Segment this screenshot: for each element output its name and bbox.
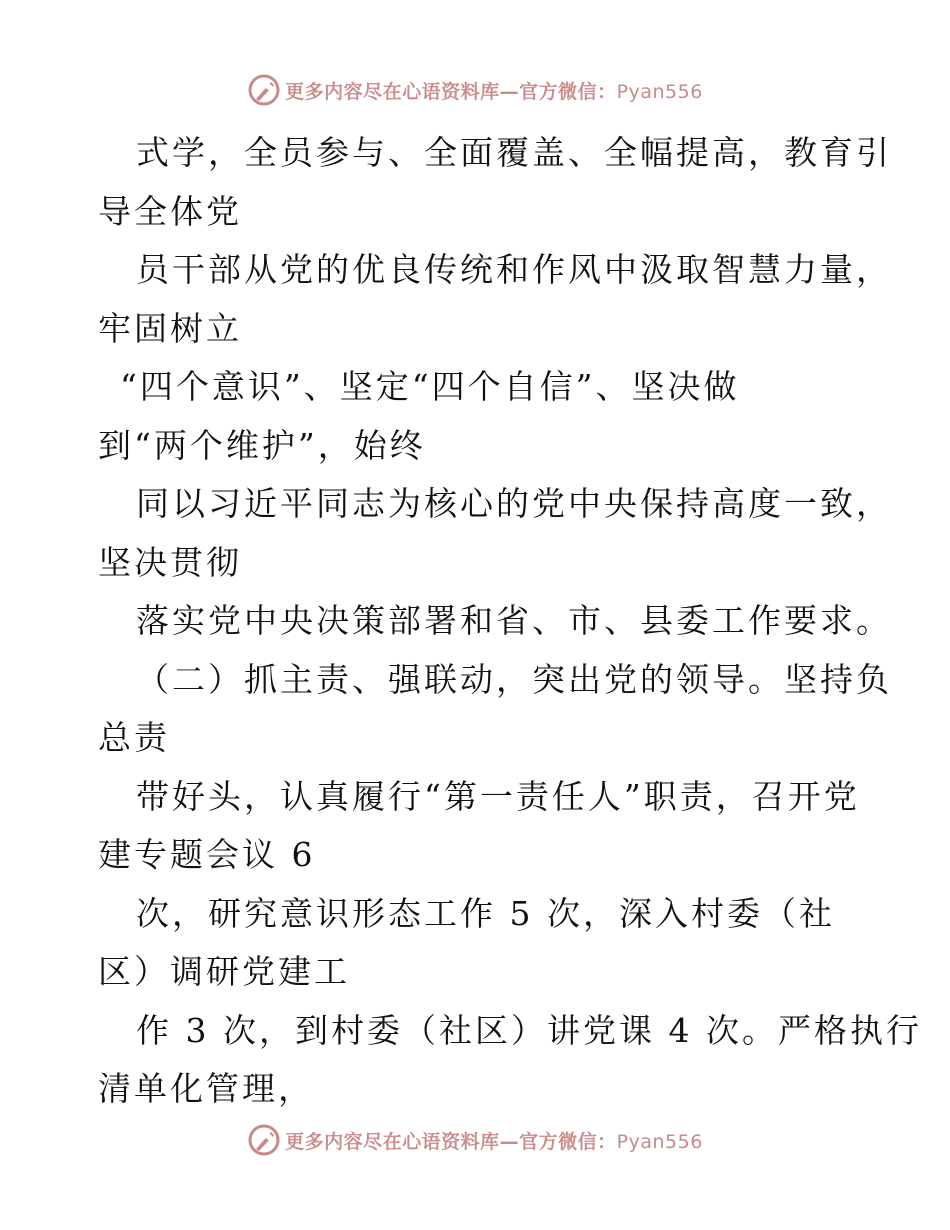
text-line: 落实党中央决策部署和省、市、县委工作要求。 xyxy=(136,601,892,640)
text-line: 建专题会议 6 xyxy=(98,835,316,874)
watermark-handle: Pyan556 xyxy=(616,80,703,103)
watermark-text: 更多内容尽在心语资料库—官方微信：Pyan556 xyxy=(285,80,703,103)
text-line: 次，研究意识形态工作 5 次，深入村委（社 xyxy=(136,893,835,933)
quill-logo-icon xyxy=(247,73,281,107)
text-line: 总责 xyxy=(98,718,170,757)
text-line: 式学，全员参与、全面覆盖、全幅提高，教育引 xyxy=(136,133,892,172)
text-line: 作 3 次，到村委（社区）讲党课 4 次。严格执行 xyxy=(136,1010,922,1050)
text-line: 导全体党 xyxy=(98,191,242,231)
text-line: 到“两个维护”，始终 xyxy=(98,425,426,465)
text-line: “四个意识”、坚定“四个自信”、坚决做 xyxy=(120,367,740,406)
watermark-text: 更多内容尽在心语资料库—官方微信：Pyan556 xyxy=(285,1130,703,1153)
text-line: 区）调研党建工 xyxy=(98,952,350,991)
quill-logo-icon xyxy=(247,1123,281,1157)
text-line: 员干部从党的优良传统和作风中汲取智慧力量， xyxy=(136,250,892,289)
section-heading-line: （二）抓主责、强联动，突出党的领导。坚持负 xyxy=(136,659,892,699)
text-line: 带好头，认真履行“第一责任人”职责，召开党 xyxy=(136,776,860,816)
text-line: 牢固树立 xyxy=(98,308,242,348)
document-body xyxy=(98,124,922,1119)
text-line: 坚决贯彻 xyxy=(98,542,242,582)
header-watermark xyxy=(0,70,950,110)
text-line: 同以习近平同志为核心的党中央保持高度一致， xyxy=(136,484,892,523)
text-line: 清单化管理， xyxy=(98,1069,314,1108)
watermark-handle: Pyan556 xyxy=(616,1130,703,1153)
footer-watermark xyxy=(0,1120,950,1160)
